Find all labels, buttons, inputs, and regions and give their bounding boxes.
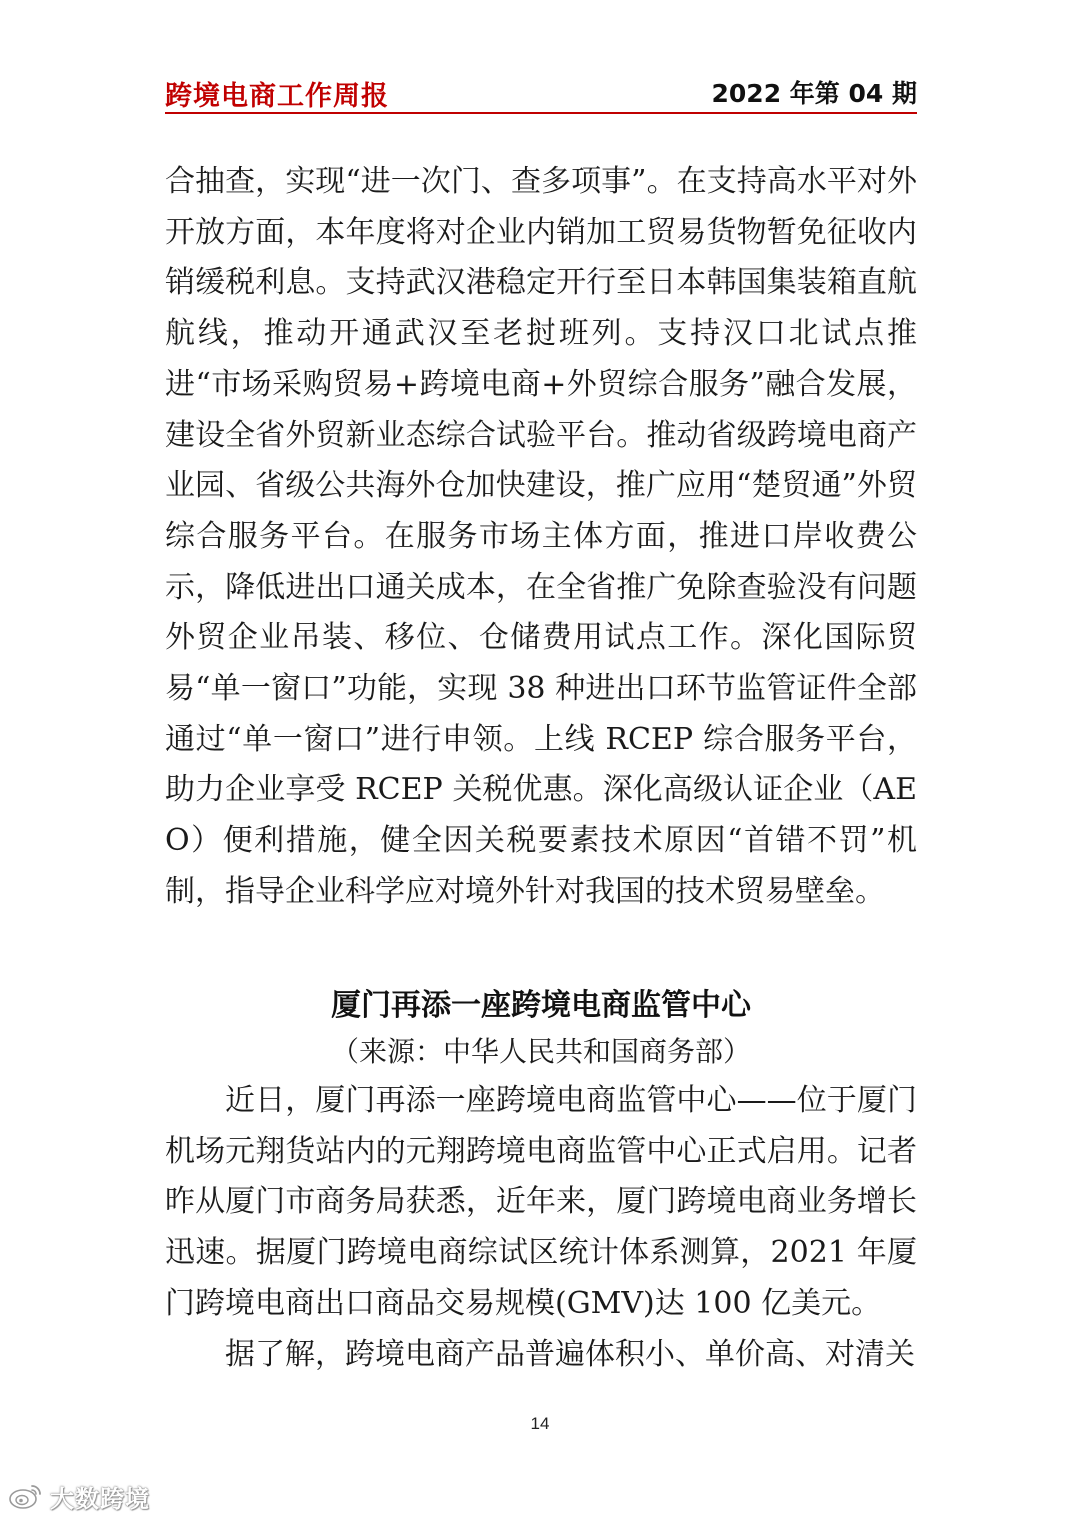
- article-paragraph-2: 据了解，跨境电商产品普遍体积小、单价高、对清关: [225, 1337, 915, 1372]
- article-source: （来源：中华人民共和国商务部）: [330, 1035, 751, 1068]
- watermark-text: 大数跨境: [50, 1484, 150, 1513]
- article-title: 厦门再添一座跨境电商监管中心: [331, 988, 751, 1023]
- issue-number: 2022 年第 04 期: [711, 79, 917, 108]
- page-number: 14: [530, 1414, 550, 1433]
- watermark: [8, 1476, 150, 1516]
- weibo-logo-icon: [8, 1481, 44, 1511]
- article-paragraph-1: 近日，厦门再添一座跨境电商监管中心——位于厦门机场元翔货站内的元翔跨境电商监管中心正式启用。记者昨从厦门市商务局获悉，近年来，厦门跨境电商业务增长迅速。据厦门跨境电商综试区统计体系测算，2021 年厦门跨境电商出口商品交易规模(GMV)达 100 亿美元。: [165, 1083, 917, 1321]
- body-paragraph: 合抽查，实现“进一次门、查多项事”。在支持高水平对外开放方面，本年度将对企业内销加工贸易货物暂免征收内销缓税利息。支持武汉港稳定开行至日本韩国集装箱直航航线，推动开通武汉至老挝班列。支持汉口北试点推进“市场采购贸易+跨境电商+外贸综合服务”融合发展，建设全省外贸新业态综合试验平台。推动省级跨境电商产业园、省级公共海外仓加快建设，推广应用“楚贸通”外贸综合服务平台。在服务市场主体方面，推进口岸收费公示，降低进出口通关成本，在全省推广免除查验没有问题外贸企业吊装、移位、仓储费用试点工作。深化国际贸易“单一窗口”功能，实现 38 种进出口环节监管证件全部通过“单一窗口”进行申领。上线 RCEP 综合服务平台，助力企业享受 RCEP 关税优惠。深化高级认证企业（AEO）便利措施，健全因关税要素技术原因“首错不罚”机制，指导企业科学应对境外针对我国的技术贸易壁垒。: [165, 164, 917, 909]
- page-header: [165, 72, 917, 114]
- publication-title: 跨境电商工作周报: [165, 81, 389, 112]
